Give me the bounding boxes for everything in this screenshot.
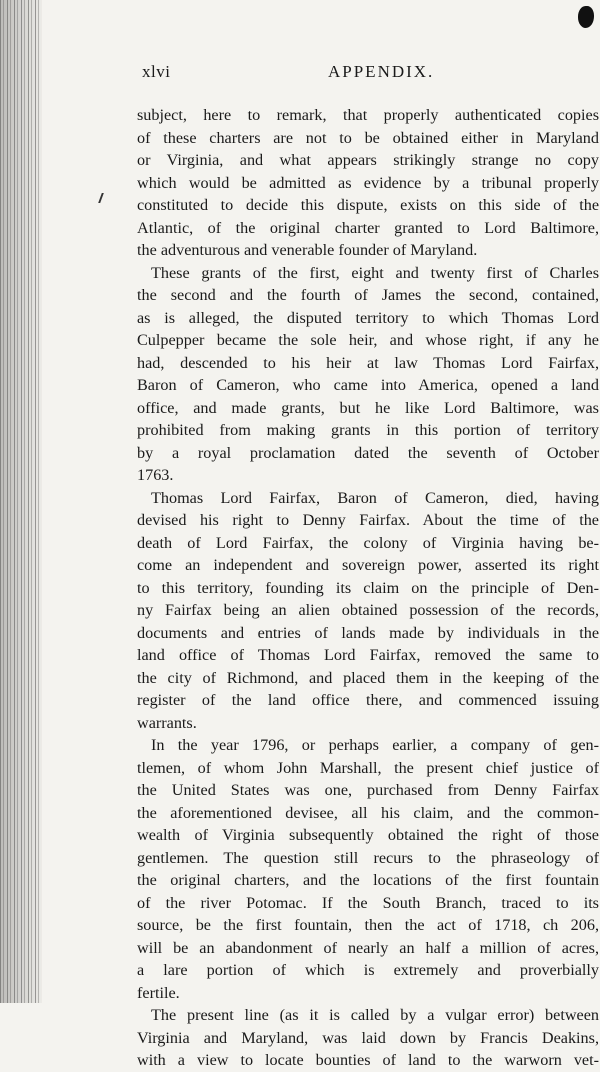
text-line: with a view to locate bounties of land to the warworn vet- — [137, 1051, 599, 1069]
text-line: had, descended to his heir at law Thomas Lord Fairfax, — [137, 353, 599, 372]
text-line: of these charters are not to be obtained either in Maryland — [137, 128, 599, 147]
text-line: by a royal proclamation dated the seventh of October — [137, 443, 599, 462]
text-line: gentlemen. The question still recurs to the phraseology of — [137, 848, 599, 867]
text-line: Culpepper became the sole heir, and whose right, if any he — [137, 331, 599, 349]
margin-mark — [98, 193, 110, 203]
text-line: constituted to decide this dispute, exists on this side of the — [137, 196, 599, 214]
text-line: fertile. — [137, 983, 180, 1002]
text-line: will be an abandonment of nearly an half a million of acres, — [137, 938, 599, 957]
text-line: the city of Richmond, and placed them in the keeping of the — [137, 668, 599, 687]
text-line: warrants. — [137, 713, 197, 732]
text-line: or Virginia, and what appears strikingly strange no copy — [137, 151, 599, 169]
text-line: the original charters, and the locations of the first fountain — [137, 871, 599, 889]
text-line: the second and the fourth of James the second, contained, — [137, 286, 599, 304]
text-line: These grants of the first, eight and twenty first of Charles — [151, 263, 599, 282]
text-line: to this territory, founding its claim on the principle of Den- — [137, 578, 599, 597]
text-line: Baron of Cameron, who came into America, opened a land — [137, 376, 599, 394]
binding-gutter — [0, 0, 42, 1003]
text-line: The present line (as it is called by a vulgar error) between — [151, 1006, 599, 1024]
page-header — [142, 62, 592, 86]
text-line: office, and made grants, but he like Lord Baltimore, was — [137, 398, 599, 417]
running-head: APPENDIX. — [328, 62, 435, 81]
text-line: death of Lord Fairfax, the colony of Virginia having be- — [137, 533, 599, 552]
text-line: 1763. — [137, 466, 174, 484]
text-line: come an independent and sovereign power, asserted its right — [137, 556, 599, 574]
text-line: documents and entries of lands made by individuals in the — [137, 623, 599, 642]
text-line: the adventurous and venerable founder of Maryland. — [137, 241, 478, 259]
body-text — [137, 104, 599, 1072]
page-number: xlvi — [142, 62, 171, 81]
text-line: the aforementioned devisee, all his claim, and the common- — [137, 803, 599, 822]
text-line: ny Fairfax being an alien obtained possession of the records, — [137, 601, 599, 619]
text-line: of the river Potomac. If the South Branch, traced to its — [137, 893, 599, 912]
text-line: devised his right to Denny Fairfax. About the time of the — [137, 511, 599, 529]
text-line: land office of Thomas Lord Fairfax, removed the same to — [137, 646, 599, 664]
text-line: a lare portion of which is extremely and proverbially — [137, 961, 599, 979]
text-line: Atlantic, of the original charter granted to Lord Baltimore, — [137, 218, 599, 237]
text-line: subject, here to remark, that properly authenticated copies — [137, 106, 599, 124]
text-line: as is alleged, the disputed territory to which Thomas Lord — [137, 308, 599, 327]
text-line: which would be admitted as evidence by a tribunal properly — [137, 173, 599, 192]
text-line: wealth of Virginia subsequently obtained the right of those — [137, 826, 599, 844]
text-line: Thomas Lord Fairfax, Baron of Cameron, died, having — [151, 488, 599, 507]
text-line: prohibited from making grants in this portion of territory — [137, 421, 599, 439]
text-line: tlemen, of whom John Marshall, the present chief justice of — [137, 758, 599, 777]
text-line: source, be the first fountain, then the act of 1718, ch 206, — [137, 916, 599, 934]
text-line: the United States was one, purchased from Denny Fairfax — [137, 781, 599, 799]
text-line: register of the land office there, and commenced issuing — [137, 691, 599, 709]
text-line: In the year 1796, or perhaps earlier, a company of gen- — [151, 736, 599, 754]
text-line: Virginia and Maryland, was laid down by Francis Deakins, — [137, 1028, 599, 1047]
ink-blot — [578, 6, 594, 28]
